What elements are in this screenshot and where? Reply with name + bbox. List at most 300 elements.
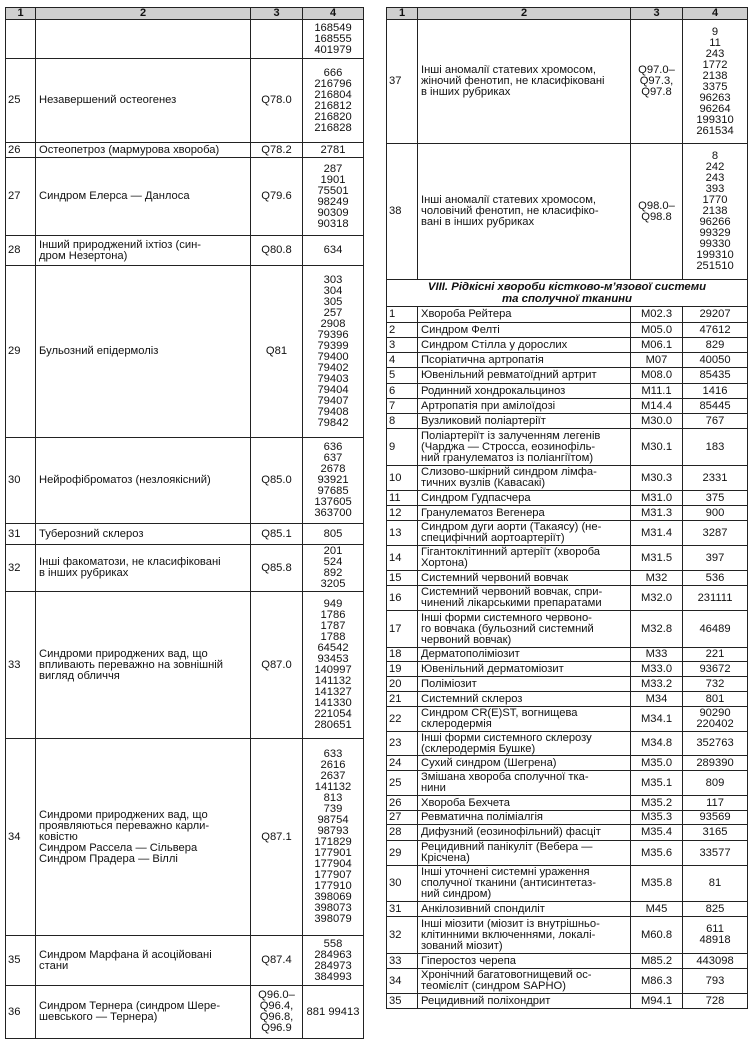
icd-code <box>251 158 303 236</box>
orpha-codes-line: 304 <box>323 284 343 297</box>
orpha-codes-line: 79404 <box>317 383 349 396</box>
orpha-codes-line: 79403 <box>317 372 349 385</box>
row-number: 27 <box>6 158 36 236</box>
table-row <box>387 307 748 323</box>
orpha-codes-line: 2138 <box>702 69 728 82</box>
row-number: 5 <box>387 368 418 384</box>
orpha-codes-line: 99330 <box>699 238 731 250</box>
icd-code <box>631 384 683 399</box>
orpha-codes <box>683 732 748 756</box>
icd-code <box>631 866 683 902</box>
orpha-codes-line: 251510 <box>696 260 734 272</box>
icd-code-line: M05.0 <box>640 323 673 336</box>
icd-code-line: M34 <box>645 692 668 705</box>
disease-name-line: (Чарджа — Стросса, еозинофіль- <box>421 440 596 453</box>
disease-name <box>36 524 251 545</box>
disease-name-line: Синдром Рассела — Сільвера <box>39 841 198 854</box>
row-number: 17 <box>387 611 418 648</box>
orpha-codes-line: 813 <box>323 792 343 804</box>
disease-name <box>418 506 631 521</box>
icd-code <box>631 662 683 677</box>
disease-name <box>418 811 631 825</box>
row-number: 29 <box>6 266 36 438</box>
orpha-codes <box>683 546 748 571</box>
icd-code-line: M35.6 <box>640 846 673 859</box>
row-number: 24 <box>387 756 418 771</box>
icd-code <box>631 994 683 1009</box>
icd-code-line: M45 <box>645 902 668 915</box>
orpha-codes-line: 98754 <box>317 814 349 826</box>
row-number: 10 <box>387 466 418 491</box>
disease-name-line: Синдром Елерса — Данлоса <box>39 190 190 202</box>
disease-name <box>418 756 631 771</box>
disease-name <box>418 611 631 648</box>
row-number: 34 <box>6 739 36 936</box>
orpha-codes <box>303 986 364 1039</box>
orpha-codes-line: 739 <box>323 803 343 815</box>
disease-name <box>418 307 631 323</box>
orpha-codes <box>303 545 364 592</box>
row-number: 35 <box>387 994 418 1009</box>
icd-code-line: Q87.4 <box>261 954 292 966</box>
orpha-codes-line: 79396 <box>317 328 349 341</box>
orpha-codes-line: 201 <box>323 545 343 557</box>
disease-name-line: Синдром CR(E)ST, вогнищева <box>421 707 578 719</box>
disease-name-line: Незавершений остеогенез <box>39 94 177 106</box>
orpha-codes-line: 289390 <box>696 756 734 769</box>
disease-name-line: Синдром дуги аорти (Такаясу) (не- <box>421 521 602 533</box>
table-row <box>6 158 364 236</box>
table-row <box>387 954 748 969</box>
disease-name-line: Інші факоматози, не класифіковані <box>39 556 221 568</box>
orpha-codes <box>683 692 748 707</box>
icd-code-line: M85.2 <box>640 954 673 967</box>
table-row <box>6 20 364 59</box>
icd-code <box>631 466 683 491</box>
table-row <box>387 20 748 144</box>
orpha-codes-line: 636 <box>323 441 343 453</box>
right-table-body-top <box>387 20 748 280</box>
orpha-codes-line: 363700 <box>314 507 352 519</box>
orpha-codes-line: 29207 <box>699 308 731 320</box>
orpha-codes-line: 220402 <box>696 718 734 730</box>
orpha-codes-line: 79400 <box>317 350 349 363</box>
orpha-codes-line: 93921 <box>317 474 349 486</box>
row-number: 20 <box>387 677 418 692</box>
icd-code <box>251 266 303 438</box>
orpha-codes-line: 171829 <box>314 836 352 848</box>
disease-name <box>418 692 631 707</box>
disease-name-line: го вовчака (бульозний системний <box>421 622 594 635</box>
icd-code-line: Q97.0– <box>638 64 675 76</box>
icd-code-line: M32.8 <box>640 622 673 635</box>
disease-name-line: склеродермія <box>421 718 492 730</box>
table-row <box>387 756 748 771</box>
table-row <box>6 592 364 739</box>
orpha-codes-line: 231111 <box>697 591 733 604</box>
icd-code <box>631 692 683 707</box>
disease-name-line: Нейрофіброматоз (незлоякісний) <box>39 474 211 486</box>
orpha-codes <box>303 524 364 545</box>
orpha-codes-line: 398069 <box>314 891 352 903</box>
orpha-codes-line: 40050 <box>699 353 731 366</box>
disease-name-line: жіночий фенотип, не класифіковані <box>421 75 605 87</box>
orpha-codes-line: 732 <box>705 677 725 690</box>
table-row <box>387 571 748 586</box>
orpha-codes <box>683 399 748 414</box>
disease-name-line: сполучної тканини (антисинтетаз- <box>421 877 596 889</box>
icd-code <box>631 841 683 866</box>
table-row <box>6 986 364 1039</box>
orpha-codes-line: 809 <box>705 776 725 789</box>
orpha-codes <box>303 592 364 739</box>
orpha-codes-line: 98793 <box>317 825 349 837</box>
orpha-codes-line: 85445 <box>699 399 731 412</box>
disease-name <box>418 353 631 368</box>
orpha-codes-line: 384993 <box>314 970 352 983</box>
table-row <box>387 917 748 954</box>
orpha-codes-line: 881 99413 <box>306 1005 360 1018</box>
icd-code <box>251 545 303 592</box>
disease-name <box>418 414 631 429</box>
disease-name <box>36 739 251 936</box>
table-row <box>387 771 748 796</box>
table-row <box>387 648 748 662</box>
icd-code <box>631 307 683 323</box>
icd-code-line: Q78.0 <box>261 94 292 106</box>
orpha-codes <box>683 771 748 796</box>
orpha-codes-line: 611 <box>706 923 724 935</box>
orpha-codes-line: 90290 <box>699 707 731 719</box>
icd-code-line: M31.5 <box>640 551 673 564</box>
disease-name-line: Остеопетроз (мармурова хвороба) <box>39 143 220 156</box>
disease-name-line: нини <box>421 782 446 794</box>
orpha-codes <box>683 825 748 841</box>
orpha-codes-line: 1901 <box>320 173 346 186</box>
disease-name-line: чоловічий фенотип, не класифіко- <box>421 205 599 217</box>
disease-name-line: зований міозит) <box>421 939 503 952</box>
icd-code-line: Q80.8 <box>261 244 292 256</box>
orpha-codes-line: 90309 <box>317 206 349 219</box>
icd-code <box>631 756 683 771</box>
disease-name-line: Системний червоний вовчак <box>421 571 569 584</box>
orpha-codes-line: 1788 <box>320 631 346 643</box>
disease-name-line: шевського — Тернера) <box>39 1011 158 1023</box>
disease-name-line: Змішана хвороба сполучної тка- <box>421 771 589 783</box>
row-number: 35 <box>6 936 36 986</box>
icd-code <box>251 143 303 158</box>
orpha-codes-line: 177910 <box>314 880 352 892</box>
icd-code <box>251 59 303 143</box>
icd-code <box>631 707 683 732</box>
orpha-codes-line: 2616 <box>320 759 346 771</box>
disease-name <box>418 994 631 1009</box>
disease-name-line: клітинними включеннями, локалі- <box>421 928 596 941</box>
row-number: 12 <box>387 506 418 521</box>
orpha-codes-line: 243 <box>705 172 725 184</box>
section-heading-row <box>387 280 748 307</box>
disease-name-line: Гіперостоз черепа <box>421 954 516 967</box>
disease-name <box>36 266 251 438</box>
row-number: 31 <box>387 902 418 917</box>
icd-code <box>631 571 683 586</box>
icd-code-line: M35.3 <box>640 811 673 823</box>
orpha-codes-line: 46489 <box>699 622 731 635</box>
icd-code <box>631 368 683 384</box>
disease-name-line: вані в інших рубриках <box>421 216 535 228</box>
disease-name-line: Артропатія при амілоїдозі <box>421 399 556 412</box>
orpha-codes-line: 85435 <box>699 369 731 381</box>
disease-name <box>418 841 631 866</box>
orpha-codes <box>683 707 748 732</box>
icd-code-line: Q81 <box>265 345 288 357</box>
orpha-codes <box>683 307 748 323</box>
icd-code-line: M33.0 <box>640 662 673 675</box>
disease-name <box>418 969 631 994</box>
icd-code-line: M08.0 <box>640 369 673 381</box>
disease-name <box>418 368 631 384</box>
orpha-codes-line: 96263 <box>699 91 731 104</box>
disease-name <box>418 491 631 506</box>
disease-name-line: Бульозний епідермоліз <box>39 345 159 357</box>
disease-name <box>418 466 631 491</box>
table-row <box>387 841 748 866</box>
orpha-codes-line: 287 <box>323 162 343 175</box>
orpha-codes <box>683 384 748 399</box>
disease-name-line: Синдром Гудпасчера <box>421 491 531 504</box>
orpha-codes <box>683 994 748 1009</box>
orpha-codes-line: 634 <box>323 244 343 256</box>
disease-name-line: Крісчена) <box>421 852 470 864</box>
icd-code-line: M32 <box>645 571 668 584</box>
orpha-codes-line: 2781 <box>320 143 346 156</box>
disease-name <box>418 796 631 811</box>
row-number: 29 <box>387 841 418 866</box>
orpha-codes-line: 168555 <box>314 32 352 45</box>
orpha-codes-line: 2331 <box>702 471 728 484</box>
disease-name-line: Слизово-шкірний синдром лімфа- <box>421 466 597 478</box>
orpha-codes-line: 900 <box>705 506 725 519</box>
table-row <box>387 902 748 917</box>
disease-name <box>36 158 251 236</box>
row-number: 23 <box>387 732 418 756</box>
row-number: 13 <box>387 521 418 546</box>
row-number: 18 <box>387 648 418 662</box>
table-row <box>387 353 748 368</box>
table-row <box>387 586 748 611</box>
disease-name-line: Інші міозити (міозит із внутрішньо- <box>421 917 600 930</box>
orpha-codes-line: 401979 <box>314 43 352 56</box>
orpha-codes-line: 199310 <box>696 249 734 261</box>
left-header-row <box>6 8 364 20</box>
icd-code-line: Q96.9 <box>261 1022 292 1034</box>
table-row <box>387 825 748 841</box>
row-number: 32 <box>6 545 36 592</box>
orpha-codes-line: 8 <box>711 150 719 162</box>
orpha-codes <box>683 969 748 994</box>
right-table-body-bottom <box>387 307 748 1009</box>
orpha-codes <box>683 866 748 902</box>
table-row <box>387 144 748 280</box>
orpha-codes-line: 96266 <box>699 216 731 228</box>
disease-name-line: Синдроми природжених вад, що <box>39 808 208 821</box>
disease-name-line: Інші форми системного склерозу <box>421 731 592 744</box>
disease-name-line: Поліартеріїт із залученням легенів <box>421 429 601 442</box>
icd-code-line: Q87.0 <box>261 658 292 671</box>
disease-name <box>418 384 631 399</box>
row-number: 3 <box>387 338 418 353</box>
orpha-codes-line: 801 <box>705 692 725 705</box>
orpha-codes-line: 805 <box>323 527 343 540</box>
icd-code-line: M94.1 <box>640 994 673 1007</box>
orpha-codes <box>683 662 748 677</box>
left-table-body <box>6 20 364 1039</box>
disease-name-line: ковістю <box>39 830 78 843</box>
disease-name <box>418 662 631 677</box>
header-col-2: 2 <box>418 8 631 20</box>
orpha-codes-line: 141330 <box>314 697 352 709</box>
disease-name <box>418 902 631 917</box>
disease-name-line: Хортона) <box>421 557 468 569</box>
orpha-codes-line: 1772 <box>702 58 728 71</box>
orpha-codes <box>683 586 748 611</box>
row-number: 11 <box>387 491 418 506</box>
orpha-codes-line: 97685 <box>317 485 349 497</box>
icd-code <box>631 677 683 692</box>
disease-name <box>418 586 631 611</box>
icd-code-line: Q78.2 <box>261 143 292 156</box>
row-number: 28 <box>387 825 418 841</box>
disease-name-line: Ювенільний ревматоїдний артрит <box>421 369 597 381</box>
orpha-codes-line: 177907 <box>314 869 352 881</box>
row-number: 36 <box>6 986 36 1039</box>
disease-name <box>418 399 631 414</box>
row-number: 4 <box>387 353 418 368</box>
orpha-codes-line: 3287 <box>702 526 728 539</box>
table-row <box>387 707 748 732</box>
table-row <box>387 692 748 707</box>
icd-code <box>251 438 303 524</box>
disease-name <box>418 323 631 338</box>
orpha-codes <box>303 266 364 438</box>
orpha-codes-line: 177904 <box>314 858 352 870</box>
orpha-codes-line: 79842 <box>317 416 349 429</box>
icd-code <box>631 771 683 796</box>
row-number: 1 <box>387 307 418 323</box>
table-row <box>387 399 748 414</box>
icd-code-line: M02.3 <box>640 308 673 320</box>
disease-name-line: Сухий синдром (Шегрена) <box>421 756 557 769</box>
orpha-codes-line: 3375 <box>702 80 728 93</box>
row-number: 25 <box>387 771 418 796</box>
icd-code <box>631 546 683 571</box>
disease-name-line: Синдром Фелті <box>421 323 500 336</box>
orpha-codes-line: 949 <box>323 598 343 610</box>
icd-code-line: M07 <box>645 353 668 366</box>
table-row <box>387 994 748 1009</box>
table-row <box>387 521 748 546</box>
icd-code <box>631 586 683 611</box>
header-col-1: 1 <box>387 8 418 20</box>
orpha-codes <box>683 954 748 969</box>
table-row <box>387 546 748 571</box>
disease-name-line: Рецидивний панікуліт (Вебера — <box>421 841 593 853</box>
icd-code-line: M33.2 <box>640 677 673 690</box>
icd-code-line: M60.8 <box>640 928 673 941</box>
orpha-codes <box>683 144 748 280</box>
orpha-codes-line: 261534 <box>696 124 734 137</box>
table-row <box>387 506 748 521</box>
orpha-codes-line: 398073 <box>314 902 352 914</box>
orpha-codes-line: 1786 <box>320 609 346 621</box>
icd-code <box>631 399 683 414</box>
orpha-codes-line: 47612 <box>699 323 731 336</box>
orpha-codes-line: 284963 <box>314 948 352 961</box>
icd-code-line: Q97.8 <box>641 86 672 98</box>
disease-name <box>418 917 631 954</box>
icd-code <box>631 429 683 466</box>
disease-name <box>36 986 251 1039</box>
orpha-codes <box>683 353 748 368</box>
row-number: 19 <box>387 662 418 677</box>
right-table <box>386 7 748 1009</box>
disease-name-line: Гранулематоз Вегенера <box>421 506 545 519</box>
table-row <box>387 969 748 994</box>
disease-name-line: чинений лікарськими препаратами <box>421 597 602 609</box>
header-col-1: 1 <box>6 8 36 20</box>
orpha-codes <box>303 20 364 59</box>
row-number: 30 <box>387 866 418 902</box>
table-row <box>387 368 748 384</box>
orpha-codes-line: 524 <box>323 556 343 568</box>
orpha-codes-line: 99329 <box>699 227 731 239</box>
disease-name-line: Анкілозивний спондиліт <box>421 902 545 915</box>
icd-code-line: M33 <box>645 648 668 660</box>
disease-name-line: Вузликовий поліартеріїт <box>421 414 546 427</box>
left-table <box>5 7 364 1039</box>
icd-code-line: Q85.0 <box>261 474 292 486</box>
orpha-codes <box>683 491 748 506</box>
orpha-codes-line: 352763 <box>696 737 734 749</box>
orpha-codes-line: 79402 <box>317 361 349 374</box>
row-number: 28 <box>6 236 36 266</box>
disease-name-line: специфічний аортоартеріїт) <box>421 532 565 544</box>
orpha-codes-line: 728 <box>705 994 725 1007</box>
disease-name-line: стани <box>39 959 69 972</box>
header-col-4: 4 <box>303 8 364 20</box>
row-number: 22 <box>387 707 418 732</box>
icd-code-line: M86.3 <box>640 974 673 987</box>
row-number: 38 <box>387 144 418 280</box>
icd-code-line: Q96.4, <box>259 1000 294 1012</box>
icd-code <box>251 936 303 986</box>
disease-name <box>418 144 631 280</box>
disease-name <box>36 143 251 158</box>
disease-name-line: Інші форми системного червоно- <box>421 611 592 624</box>
table-row <box>387 811 748 825</box>
disease-name <box>418 707 631 732</box>
icd-code-line: M34.8 <box>640 737 673 749</box>
orpha-codes <box>683 611 748 648</box>
disease-name-line: Ювенільний дерматоміозит <box>421 662 564 675</box>
orpha-codes-line: 93453 <box>317 653 349 665</box>
table-row <box>387 466 748 491</box>
disease-name <box>418 338 631 353</box>
disease-name <box>418 825 631 841</box>
disease-name-line: Синдроми природжених вад, що <box>39 647 208 660</box>
orpha-codes-line: 280651 <box>314 719 352 731</box>
row-number: 16 <box>387 586 418 611</box>
